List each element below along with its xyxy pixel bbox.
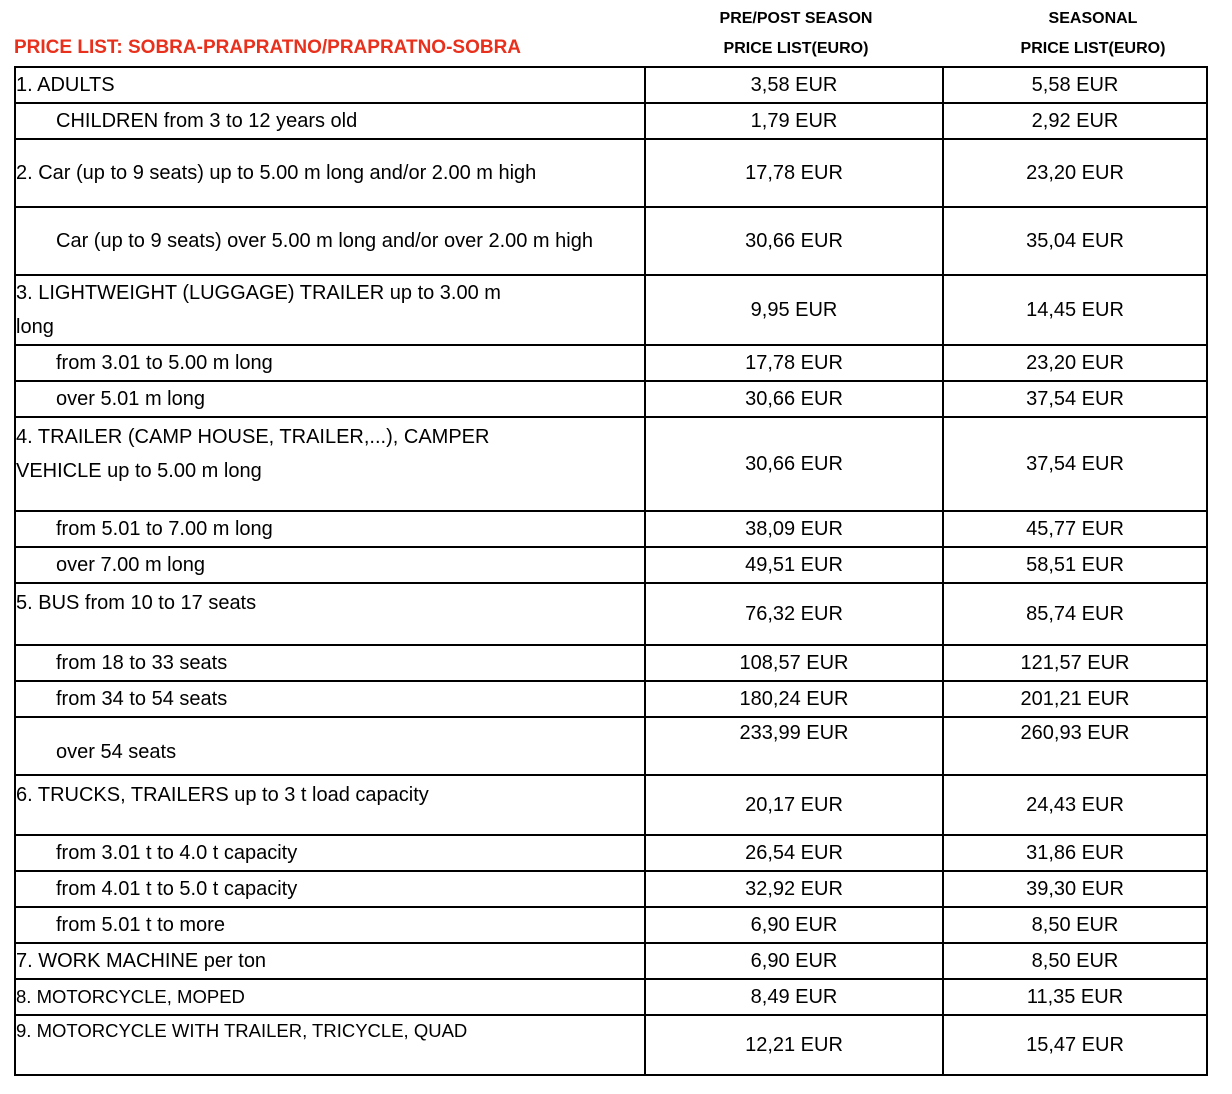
table-row	[15, 645, 1207, 681]
pre-post-price: 1,79 EUR	[645, 103, 943, 139]
row-description: 5. BUS from 10 to 17 seats	[15, 583, 645, 645]
row-description: from 34 to 54 seats	[15, 681, 645, 717]
pre-post-price: 233,99 EUR	[645, 717, 943, 775]
pre-post-price: 38,09 EUR	[645, 511, 943, 547]
seasonal-price: 8,50 EUR	[943, 943, 1207, 979]
pre-post-season-header	[646, 4, 946, 64]
seasonal-price: 5,58 EUR	[943, 67, 1207, 103]
pre-post-price: 30,66 EUR	[645, 207, 943, 275]
row-description: over 54 seats	[15, 717, 645, 775]
row-description: 7. WORK MACHINE per ton	[15, 943, 645, 979]
pre-post-price: 30,66 EUR	[645, 417, 943, 511]
row-description: 9. MOTORCYCLE WITH TRAILER, TRICYCLE, QUAD	[15, 1015, 645, 1075]
table-row	[15, 943, 1207, 979]
row-description: 1. ADULTS	[15, 67, 645, 103]
table-row	[15, 1015, 1207, 1075]
seasonal-price: 23,20 EUR	[943, 139, 1207, 207]
seasonal-price: 201,21 EUR	[943, 681, 1207, 717]
seasonal-price: 24,43 EUR	[943, 775, 1207, 835]
seasonal-price: 2,92 EUR	[943, 103, 1207, 139]
seasonal-price: 37,54 EUR	[943, 417, 1207, 511]
pre-post-price: 3,58 EUR	[645, 67, 943, 103]
table-row	[15, 775, 1207, 835]
table-row	[15, 139, 1207, 207]
pre-post-price: 32,92 EUR	[645, 871, 943, 907]
row-description: from 4.01 t to 5.0 t capacity	[15, 871, 645, 907]
table-row	[15, 681, 1207, 717]
pre-post-price: 12,21 EUR	[645, 1015, 943, 1075]
pre-post-price: 108,57 EUR	[645, 645, 943, 681]
row-description: 3. LIGHTWEIGHT (LUGGAGE) TRAILER up to 3.00 m long	[15, 275, 645, 345]
pre-post-price: 8,49 EUR	[645, 979, 943, 1015]
pre-post-season-header-line2: PRICE LIST(EURO)	[723, 40, 869, 57]
pre-post-season-header-line1: PRE/POST SEASON	[719, 10, 873, 27]
table-row	[15, 103, 1207, 139]
row-description: 6. TRUCKS, TRAILERS up to 3 t load capacity	[15, 775, 645, 835]
row-description: 8. MOTORCYCLE, MOPED	[15, 979, 645, 1015]
table-row	[15, 835, 1207, 871]
row-description: from 5.01 t to more	[15, 907, 645, 943]
table-row	[15, 67, 1207, 103]
table-row	[15, 583, 1207, 645]
pre-post-price: 6,90 EUR	[645, 943, 943, 979]
table-row	[15, 417, 1207, 511]
pre-post-price: 17,78 EUR	[645, 139, 943, 207]
seasonal-price: 14,45 EUR	[943, 275, 1207, 345]
seasonal-header-line1: SEASONAL	[1048, 10, 1138, 27]
row-description: CHILDREN from 3 to 12 years old	[15, 103, 645, 139]
seasonal-price: 121,57 EUR	[943, 645, 1207, 681]
seasonal-price: 85,74 EUR	[943, 583, 1207, 645]
table-row	[15, 871, 1207, 907]
seasonal-price: 11,35 EUR	[943, 979, 1207, 1015]
table-row	[15, 207, 1207, 275]
seasonal-price: 45,77 EUR	[943, 511, 1207, 547]
table-row	[15, 345, 1207, 381]
row-description: from 3.01 to 5.00 m long	[15, 345, 645, 381]
pre-post-price: 30,66 EUR	[645, 381, 943, 417]
row-description: 2. Car (up to 9 seats) up to 5.00 m long and/or 2.00 m high	[15, 139, 645, 207]
pre-post-price: 180,24 EUR	[645, 681, 943, 717]
table-row	[15, 381, 1207, 417]
pre-post-price: 6,90 EUR	[645, 907, 943, 943]
pre-post-price: 20,17 EUR	[645, 775, 943, 835]
row-description: 4. TRAILER (CAMP HOUSE, TRAILER,...), CAMPER VEHICLE up to 5.00 m long	[15, 417, 645, 511]
table-row	[15, 717, 1207, 775]
table-row	[15, 907, 1207, 943]
seasonal-price: 8,50 EUR	[943, 907, 1207, 943]
pre-post-price: 76,32 EUR	[645, 583, 943, 645]
row-description: from 5.01 to 7.00 m long	[15, 511, 645, 547]
table-row	[15, 979, 1207, 1015]
page-title: PRICE LIST: SOBRA-PRAPRATNO/PRAPRATNO-SOBRA	[14, 37, 522, 58]
price-table	[14, 66, 1208, 1076]
seasonal-header-line2: PRICE LIST(EURO)	[1020, 40, 1166, 57]
seasonal-price: 260,93 EUR	[943, 717, 1207, 775]
table-row	[15, 547, 1207, 583]
seasonal-price: 23,20 EUR	[943, 345, 1207, 381]
row-description: from 3.01 t to 4.0 t capacity	[15, 835, 645, 871]
row-description: Car (up to 9 seats) over 5.00 m long and/or over 2.00 m high	[15, 207, 645, 275]
row-description: over 5.01 m long	[15, 381, 645, 417]
row-description: over 7.00 m long	[15, 547, 645, 583]
pre-post-price: 49,51 EUR	[645, 547, 943, 583]
table-row	[15, 511, 1207, 547]
seasonal-price: 58,51 EUR	[943, 547, 1207, 583]
table-row	[15, 275, 1207, 345]
pre-post-price: 9,95 EUR	[645, 275, 943, 345]
pre-post-price: 17,78 EUR	[645, 345, 943, 381]
seasonal-price: 31,86 EUR	[943, 835, 1207, 871]
seasonal-header	[943, 4, 1232, 64]
seasonal-price: 35,04 EUR	[943, 207, 1207, 275]
seasonal-price: 15,47 EUR	[943, 1015, 1207, 1075]
seasonal-price: 37,54 EUR	[943, 381, 1207, 417]
seasonal-price: 39,30 EUR	[943, 871, 1207, 907]
row-description: from 18 to 33 seats	[15, 645, 645, 681]
pre-post-price: 26,54 EUR	[645, 835, 943, 871]
